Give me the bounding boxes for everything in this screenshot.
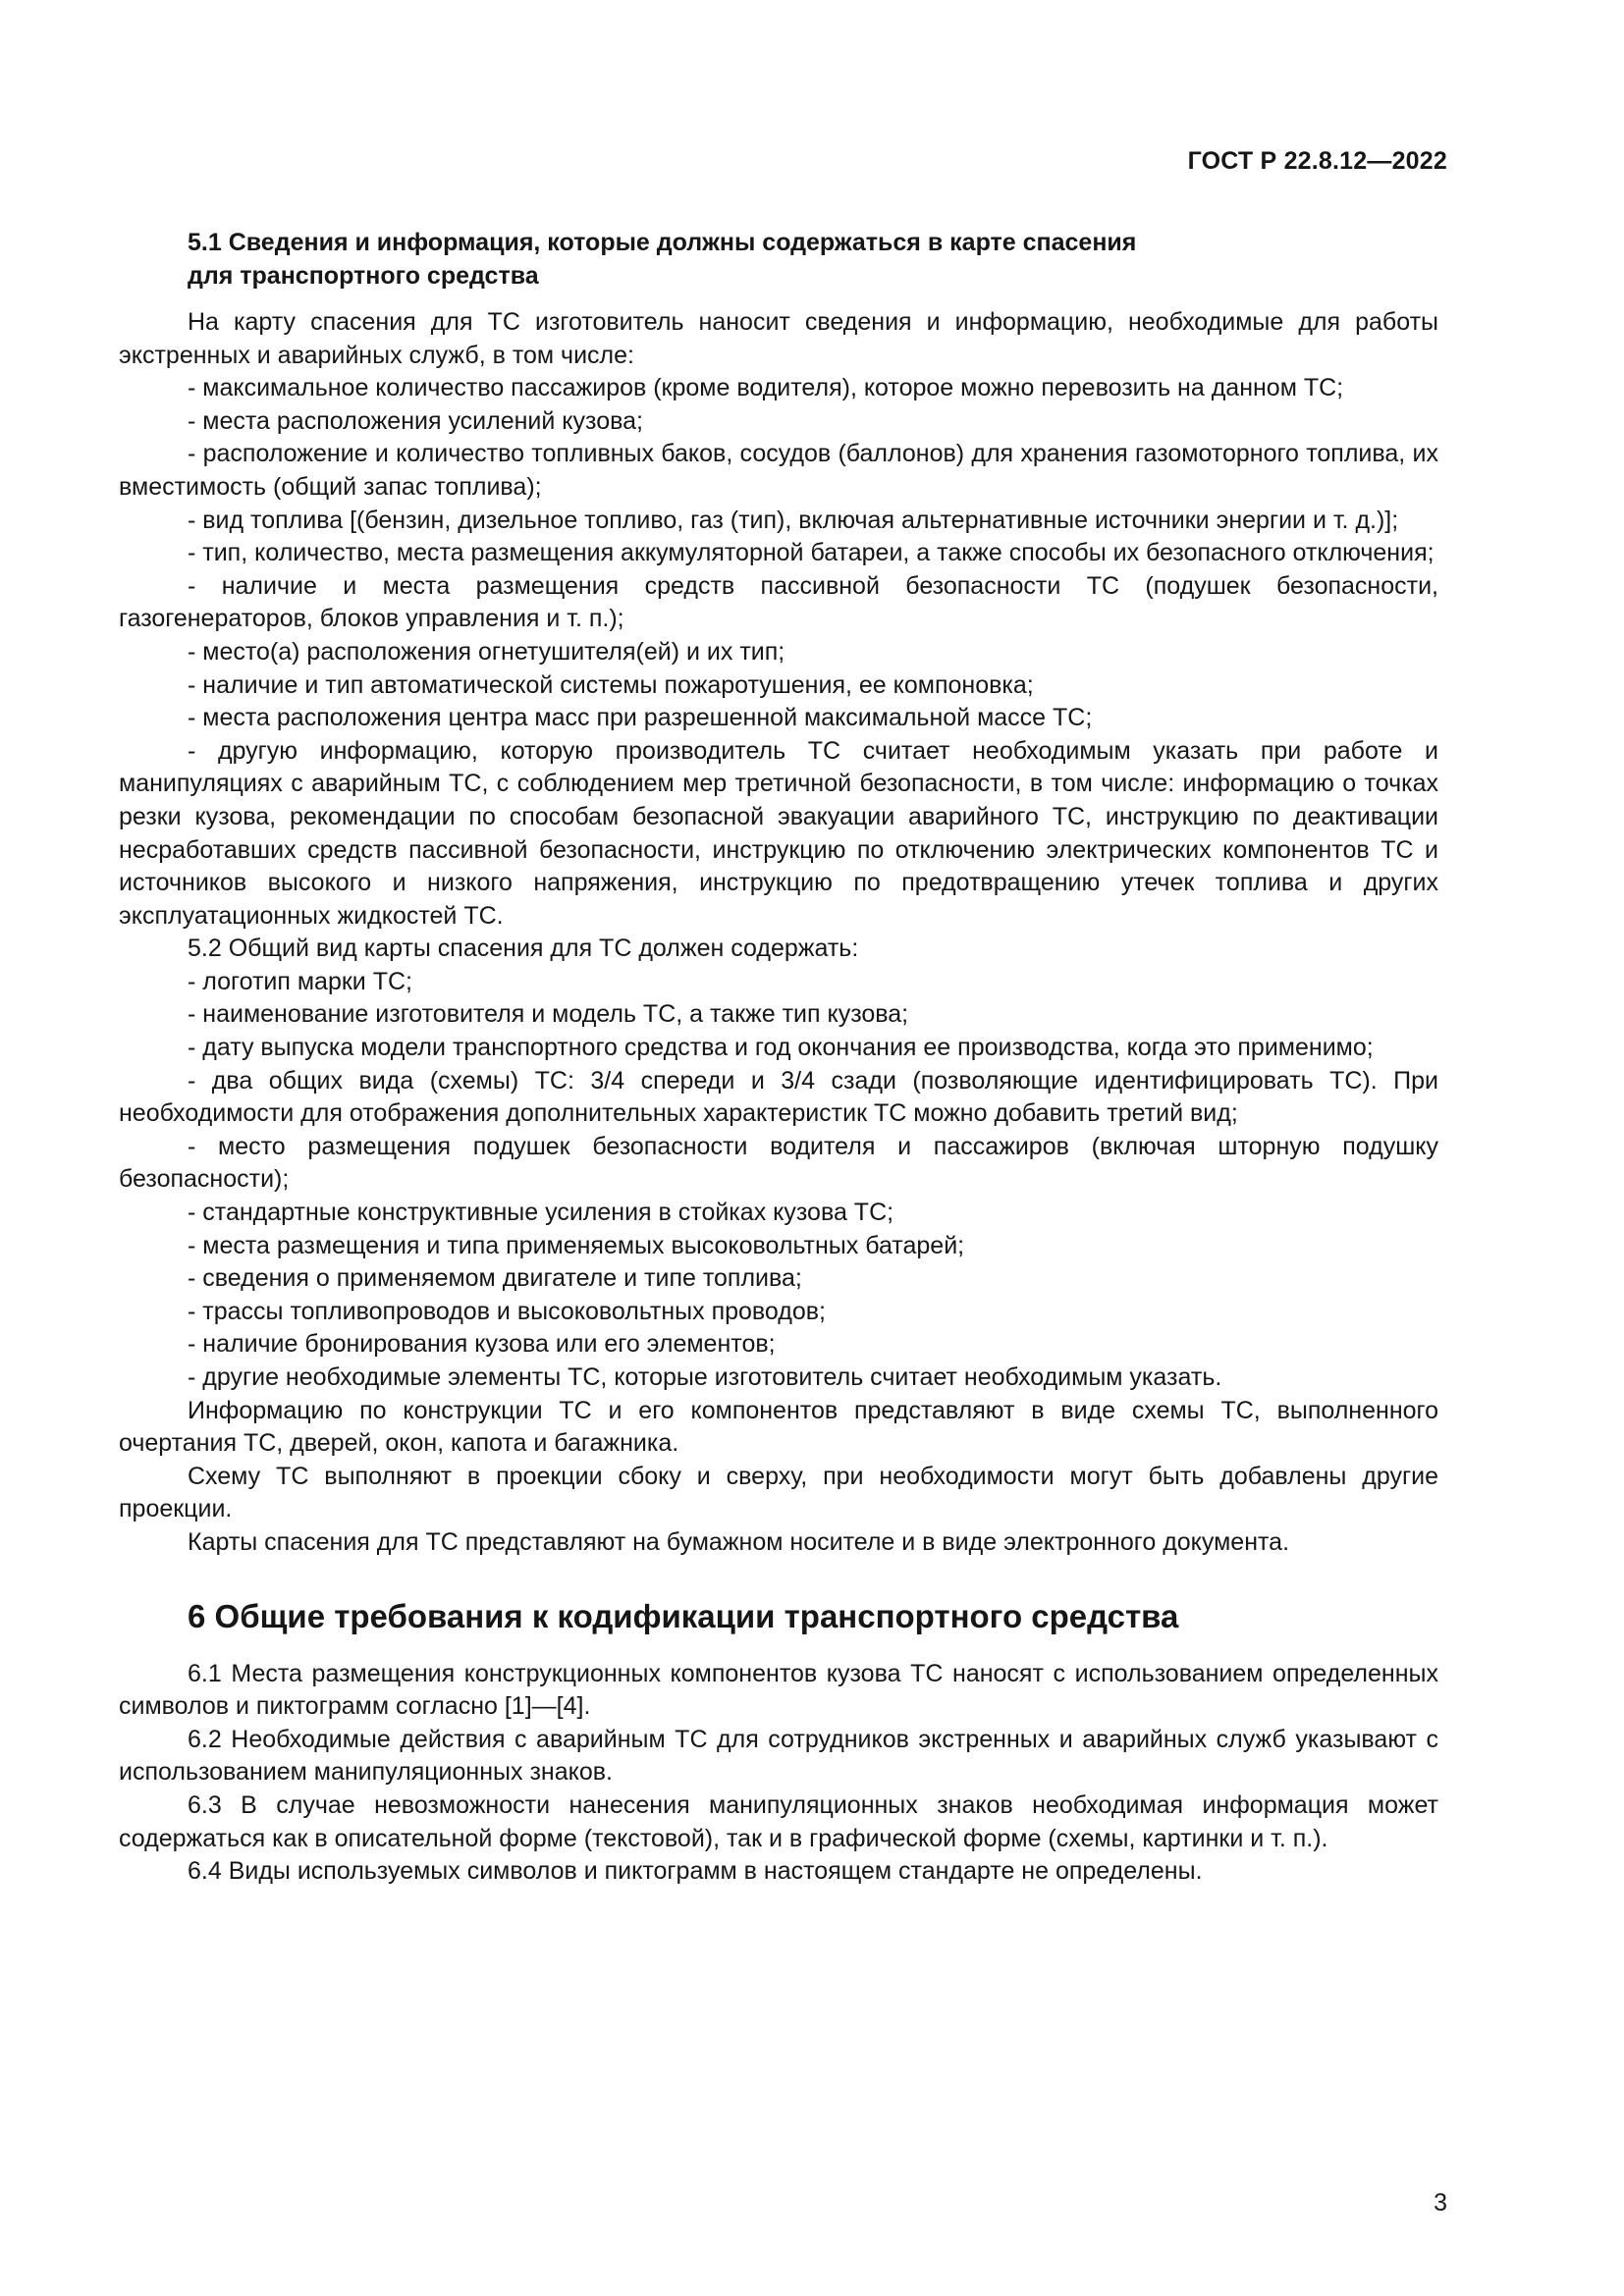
section-5-1-heading-line2: для транспортного средства: [188, 262, 539, 290]
paragraph: Схему ТС выполняют в проекции сбоку и сверху, при необходимости могут быть добавлены другие проекции.: [119, 1462, 1438, 1523]
paragraph: 6.3 В случае невозможности нанесения манипуляционных знаков необходимая информация может содержаться как в описательной форме (текстовой), так и в графической форме (схемы, картинки и т. п.).: [119, 1790, 1438, 1852]
paragraph: На карту спасения для ТС изготовитель наносит сведения и информацию, необходимые для работы экстренных и аварийных служб, в том числе:: [119, 308, 1438, 369]
list-item: - наличие и места размещения средств пассивной безопасности ТС (подушек безопасности, газогенераторов, блоков управления и т. п.);: [119, 571, 1438, 633]
paragraph: 5.2 Общий вид карты спасения для ТС должен содержать:: [188, 934, 859, 963]
list-item: - наличие бронирования кузова или его элементов;: [188, 1330, 776, 1359]
list-item: - другую информацию, которую производитель ТС считает необходимым указать при работе и манипуляциях с аварийным ТС, с соблюдением мер третичной безопасности, в том числе: информацию о точках резки кузова, рекомендации по способам безопасной эвакуации аварийного ТС, инструкцию по деактивации несработавших средств пассивной безопасности, инструкцию по отключению электрических компонентов ТС и источников высокого и низкого напряжения, инструкцию по предотвращению утечек топлива и других эксплуатационных жидкостей ТС.: [119, 736, 1438, 930]
section-5-1: [119, 226, 1438, 1560]
list-item: - другие необходимые элементы ТС, которые изготовитель считает необходимым указать.: [188, 1363, 1222, 1391]
list-item: - стандартные конструктивные усиления в стойках кузова ТС;: [188, 1199, 894, 1227]
paragraph: 6.2 Необходимые действия с аварийным ТС для сотрудников экстренных и аварийных служб указывают с использованием манипуляционных знаков.: [119, 1725, 1438, 1787]
list-item: - наличие и тип автоматической системы пожаротушения, ее компоновка;: [188, 670, 1034, 699]
document-body: [119, 226, 1438, 1889]
list-item: - места размещения и типа применяемых высоковольтных батарей;: [188, 1231, 965, 1259]
list-item: - расположение и количество топливных баков, сосудов (баллонов) для хранения газомоторного топлива, их вместимость (общий запас топлива);: [119, 440, 1438, 501]
list-item: - места расположения усилений кузова;: [188, 406, 643, 435]
paragraph: 6.4 Виды используемых символов и пиктограмм в настоящем стандарте не определены.: [188, 1857, 1203, 1886]
list-item: - дату выпуска модели транспортного средства и год окончания ее производства, когда это применимо;: [188, 1034, 1374, 1062]
list-item: - места расположения центра масс при разрешенной максимальной массе ТС;: [188, 704, 1093, 732]
paragraph: Карты спасения для ТС представляют на бумажном носителе и в виде электронного документа.: [188, 1527, 1290, 1556]
document-header: ГОСТ Р 22.8.12—2022: [1187, 147, 1447, 175]
list-item: - максимальное количество пассажиров (кроме водителя), которое можно перевозить на данном ТС;: [188, 374, 1344, 402]
list-item: - сведения о применяемом двигателе и типе топлива;: [188, 1264, 802, 1293]
list-item: - тип, количество, места размещения аккумуляторной батареи, а также способы их безопасного отключения;: [188, 539, 1435, 567]
paragraph: 6.1 Места размещения конструкционных компонентов кузова ТС наносят с использованием определенных символов и пиктограмм согласно [1]—[4].: [119, 1659, 1438, 1721]
list-item: - вид топлива [(бензин, дизельное топливо, газ (тип), включая альтернативные источники энергии и т. д.)];: [188, 506, 1399, 534]
list-item: - место(а) расположения огнетушителя(ей) и их тип;: [188, 637, 785, 666]
list-item: - наименование изготовителя и модель ТС, а также тип кузова;: [188, 1000, 909, 1029]
section-5-1-heading-line1: 5.1 Сведения и информация, которые должны содержаться в карте спасения: [188, 229, 1137, 256]
list-item: - место размещения подушек безопасности водителя и пассажиров (включая шторную подушку безопасности);: [119, 1132, 1438, 1194]
paragraph: Информацию по конструкции ТС и его компонентов представляют в виде схемы ТС, выполненного очертания ТС, дверей, окон, капота и багажника.: [119, 1396, 1438, 1458]
section-6: [119, 1597, 1438, 1889]
list-item: - трассы топливопроводов и высоковольтных проводов;: [188, 1297, 826, 1325]
section-6-heading: 6 Общие требования к кодификации транспортного средства: [188, 1597, 1179, 1634]
list-item: - логотип марки ТС;: [188, 967, 412, 995]
list-item: - два общих вида (схемы) ТС: 3/4 спереди и 3/4 сзади (позволяющие идентифицировать ТС). При необходимости для отображения дополнительных характеристик ТС можно добавить третий вид;: [119, 1066, 1438, 1128]
page-number: 3: [1434, 2189, 1447, 2216]
